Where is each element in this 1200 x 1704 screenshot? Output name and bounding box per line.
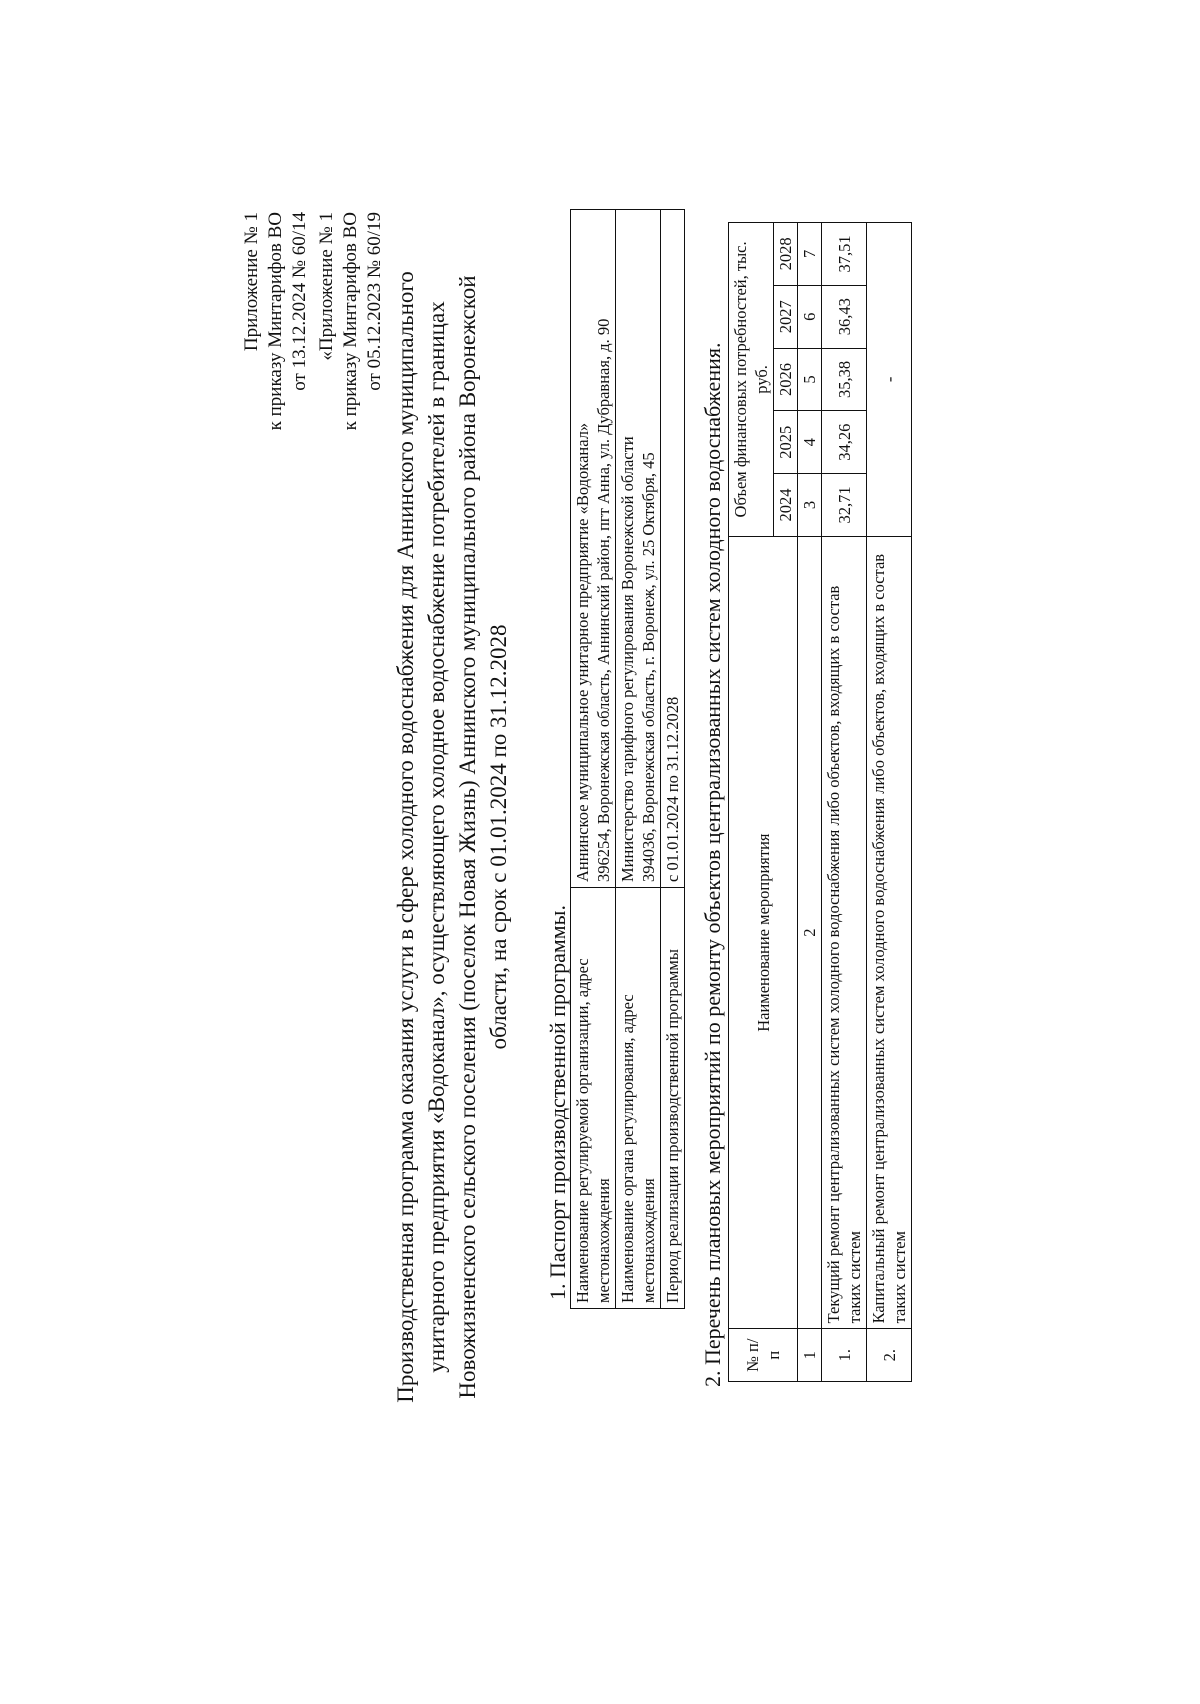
passport-value-line: 394036, Воронежская область, г. Воронеж, ул. 25 Октября, 45 [639, 452, 658, 882]
section2-title: 2. Перечень плановых мероприятий по ремонту объектов централизованных систем холодного водоснабжения. [700, 342, 725, 1387]
table-row [571, 210, 616, 1309]
table-row [822, 223, 867, 1382]
table-row [616, 210, 661, 1309]
merged-value-cell: - [867, 223, 912, 537]
value-cell: 35,38 [822, 348, 867, 411]
index-cell: 6 [798, 285, 822, 348]
appendix-reference-previous [315, 212, 387, 430]
table-row [661, 210, 685, 1309]
index-cell: 1 [798, 1329, 822, 1382]
title-line: Производственная программа оказания услуги в сфере холодного водоснабжения для Аннинского муниципального [393, 271, 418, 1403]
header-year: 2027 [774, 285, 798, 348]
appendix-line: «Приложение № 1 [316, 212, 337, 361]
appendix-line: Приложение № 1 [241, 212, 262, 352]
activity-name: Капитальный ремонт централизованных систем холодного водоснабжения либо объектов, входящих в состав таких систем [867, 536, 912, 1329]
value-cell: 36,43 [822, 285, 867, 348]
passport-value-line: 396254, Воронежская область, Аннинский район, пгт Анна, ул. Дубравная, д. 90 [594, 318, 613, 882]
index-cell: 2 [798, 536, 822, 1329]
passport-label: Наименование органа регулирования, адрес местонахождения [616, 888, 661, 1309]
passport-value [616, 210, 661, 888]
header-year: 2026 [774, 348, 798, 411]
appendix-line: к приказу Минтарифов ВО [265, 212, 286, 431]
table-row [867, 223, 912, 1382]
section1-title: 1. Паспорт производственной программы. [545, 905, 570, 1300]
header-year: 2025 [774, 411, 798, 474]
row-num: 2. [867, 1329, 912, 1382]
index-cell: 7 [798, 223, 822, 286]
value-cell: 32,71 [822, 474, 867, 537]
title-line: унитарного предприятия «Водоканал», осуществляющего холодное водоснабжение потребителей в границах [424, 301, 449, 1373]
appendix-line: к приказу Минтарифов ВО [340, 212, 361, 431]
appendix-reference-current [240, 212, 312, 430]
row-num: 1. [822, 1329, 867, 1382]
index-cell: 4 [798, 411, 822, 474]
appendix-line: от 13.12.2024 № 60/14 [289, 212, 310, 391]
index-cell: 3 [798, 474, 822, 537]
passport-label: Период реализации производственной программы [661, 888, 685, 1309]
header-num: № п/п [729, 1329, 798, 1382]
table-header-row [729, 223, 774, 1382]
passport-value: с 01.01.2024 по 31.12.2028 [661, 210, 685, 888]
title-line: Новожизненского сельского поселения (поселок Новая Жизнь) Аннинского муниципального района Воронежской [455, 275, 480, 1399]
appendix-line: от 05.12.2023 № 60/19 [364, 212, 385, 391]
header-year: 2028 [774, 223, 798, 286]
title-line: области, на срок с 01.01.2024 по 31.12.2028 [486, 624, 511, 1050]
passport-table [570, 209, 685, 1309]
value-cell: 37,51 [822, 223, 867, 286]
activities-table [728, 222, 912, 1382]
header-financial-volume: Объем финансовых потребностей, тыс. руб. [729, 223, 774, 537]
document-title [390, 262, 514, 1412]
value-cell: 34,26 [822, 411, 867, 474]
header-activity-name: Наименование мероприятия [729, 536, 798, 1329]
document-page [220, 92, 980, 1612]
passport-label: Наименование регулируемой организации, адрес местонахождения [571, 888, 616, 1309]
activity-name: Текущий ремонт централизованных систем холодного водоснабжения либо объектов, входящих в состав таких систем [822, 536, 867, 1329]
header-year: 2024 [774, 474, 798, 537]
table-index-row [798, 223, 822, 1382]
passport-value [571, 210, 616, 888]
index-cell: 5 [798, 348, 822, 411]
passport-value-line: Министерство тарифного регулирования Воронежской области [618, 436, 637, 882]
passport-value-line: Аннинское муниципальное унитарное предприятие «Водоканал» [573, 422, 592, 882]
